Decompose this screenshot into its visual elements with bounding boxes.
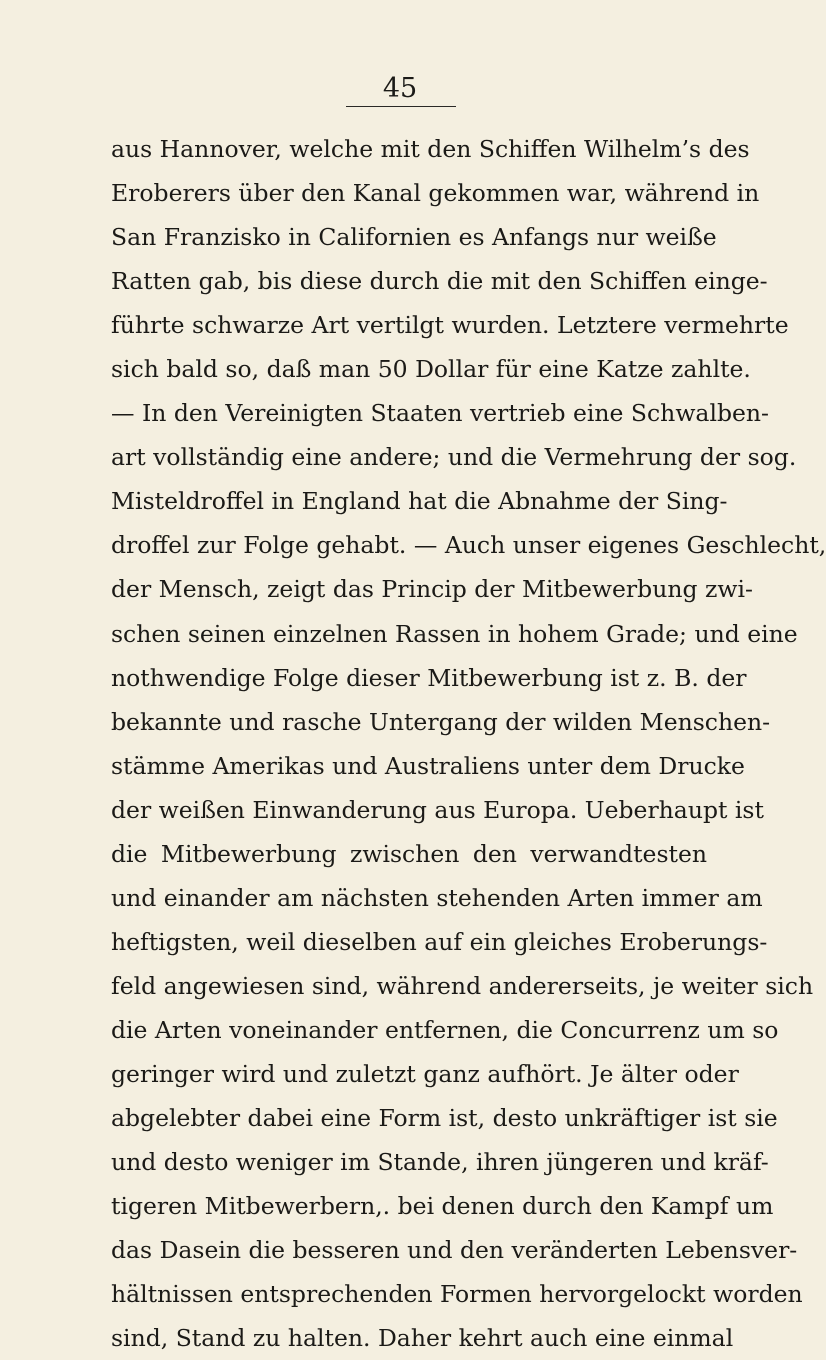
text-line: art vollständig eine andere; und die Vermehrung der sog. <box>111 443 797 472</box>
text-line: sind, Stand zu halten. Daher kehrt auch eine einmal <box>111 1324 734 1353</box>
text-line: feld angewiesen sind, während andererseits, je weiter sich <box>111 971 814 1000</box>
text-line: und desto weniger im Stande, ihren jüngeren und kräf- <box>111 1148 769 1177</box>
page-number: 45 <box>382 73 418 104</box>
text-line: bekannte und rasche Untergang der wilden Menschen- <box>111 707 771 736</box>
text-line: droffel zur Folge gehabt. — Auch unser eigenes Geschlecht, <box>111 531 826 560</box>
text-line: San Franzisko in Californien es Anfangs nur weiße <box>111 223 717 252</box>
text-line: — In den Vereinigten Staaten vertrieb eine Schwalben- <box>111 399 769 428</box>
header-rule <box>346 106 456 107</box>
text-line: und einander am nächsten stehenden Arten immer am <box>111 883 763 912</box>
text-line: der Mensch, zeigt das Princip der Mitbewerbung zwi- <box>111 575 753 604</box>
text-line: abgelebter dabei eine Form ist, desto unkräftiger ist sie <box>111 1104 778 1133</box>
text-line: Eroberers über den Kanal gekommen war, während in <box>111 179 760 208</box>
body-text <box>111 127 826 1360</box>
text-line: sich bald so, daß man 50 Dollar für eine Katze zahlte. <box>111 355 751 384</box>
text-line: die Mitbewerbung zwischen den verwandtesten <box>111 839 707 868</box>
text-line: Misteldroffel in England hat die Abnahme der Sing- <box>111 487 728 516</box>
text-line: schen seinen einzelnen Rassen in hohem Grade; und eine <box>111 619 798 648</box>
text-line: nothwendige Folge dieser Mitbewerbung ist z. B. der <box>111 663 747 692</box>
text-line: aus Hannover, welche mit den Schiffen Wilhelm’s des <box>111 135 750 163</box>
text-line: heftigsten, weil dieselben auf ein gleiches Eroberungs- <box>111 927 768 956</box>
text-line: der weißen Einwanderung aus Europa. Ueberhaupt ist <box>111 795 764 824</box>
text-line: Ratten gab, bis diese durch die mit den Schiffen einge- <box>111 267 768 296</box>
text-line: geringer wird und zuletzt ganz aufhört. Je älter oder <box>111 1059 739 1088</box>
text-line: das Dasein die besseren und den veränderten Lebensver- <box>111 1236 798 1265</box>
text-line: tigeren Mitbewerbern,. bei denen durch den Kampf um <box>111 1192 774 1221</box>
text-line: die Arten voneinander entfernen, die Concurrenz um so <box>111 1015 779 1044</box>
text-line: führte schwarze Art vertilgt wurden. Letztere vermehrte <box>111 311 789 340</box>
text-line: stämme Amerikas und Australiens unter dem Drucke <box>111 751 745 780</box>
text-line: hältnissen entsprechenden Formen hervorgelockt worden <box>111 1280 803 1309</box>
